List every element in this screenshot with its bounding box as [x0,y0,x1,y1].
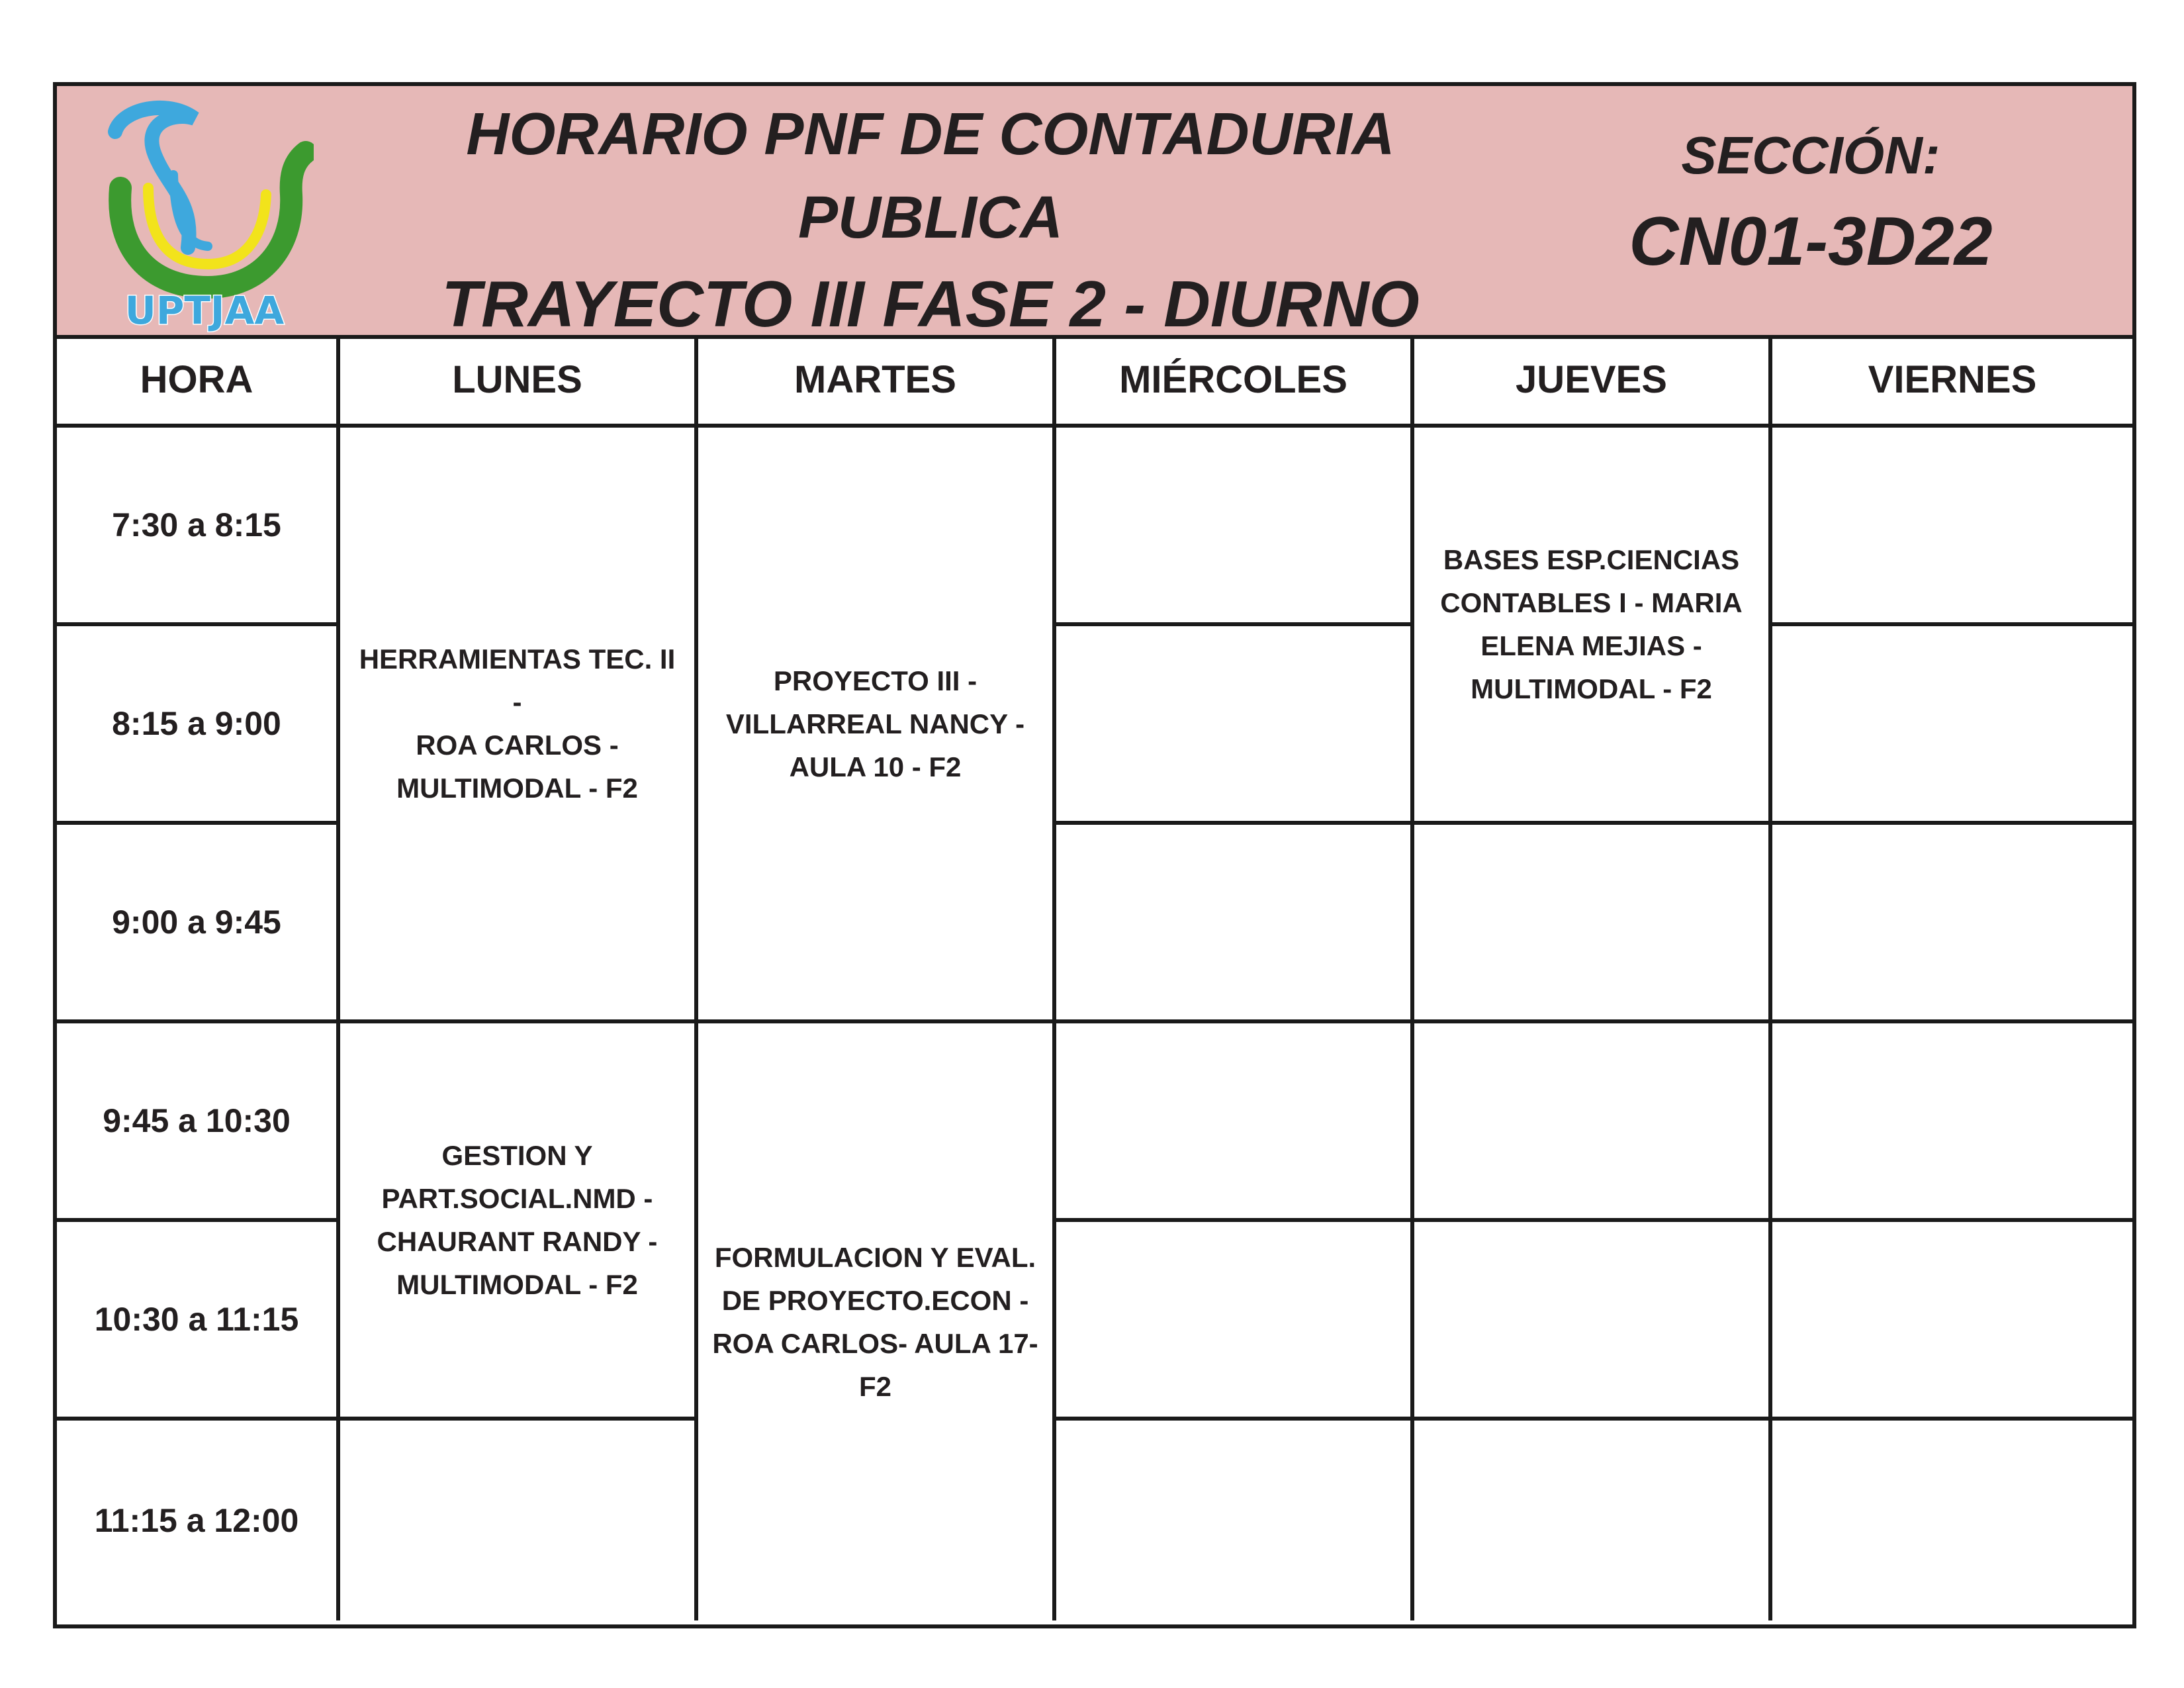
schedule-table [57,335,2132,1624]
time-slot: 10:30 a 11:15 [57,1222,340,1421]
class-block-lunes-1: HERRAMIENTAS TEC. II - ROA CARLOS - MULTIMODAL - F2 [340,428,698,1023]
time-slot: 9:45 a 10:30 [57,1023,340,1222]
empty-cell [1772,626,2132,825]
empty-cell [1414,1023,1772,1222]
class-block-martes-2: FORMULACION Y EVAL. DE PROYECTO.ECON - ROA CARLOS- AULA 17- F2 [698,1023,1056,1620]
empty-cell [1056,428,1414,626]
empty-cell [1772,428,2132,626]
class-block-lunes-2: GESTION Y PART.SOCIAL.NMD - CHAURANT RANDY - MULTIMODAL - F2 [340,1023,698,1421]
empty-cell [1772,1222,2132,1421]
time-slot: 7:30 a 8:15 [57,428,340,626]
class-block-martes-1: PROYECTO III - VILLARREAL NANCY - AULA 10 - F2 [698,428,1056,1023]
class-block-jueves-1: BASES ESP.CIENCIAS CONTABLES I - MARIA ELENA MEJIAS - MULTIMODAL - F2 [1414,428,1772,825]
empty-cell [1056,825,1414,1023]
column-header-hora: HORA [57,335,340,428]
schedule-header [57,86,2132,339]
logo-text: UPTJAA [124,288,285,333]
schedule-title [401,93,1460,348]
empty-cell [1772,1421,2132,1620]
uptjaa-logo [95,95,314,334]
empty-cell [340,1421,698,1620]
schedule-sheet [53,82,2136,1628]
time-slot: 11:15 a 12:00 [57,1421,340,1620]
column-header-miercoles: MIÉRCOLES [1056,335,1414,428]
column-header-lunes: LUNES [340,335,698,428]
time-slot: 9:00 a 9:45 [57,825,340,1023]
section-code: CN01-3D22 [1629,203,1993,280]
empty-cell [1056,626,1414,825]
empty-cell [1414,1222,1772,1421]
empty-cell [1414,1421,1772,1620]
empty-cell [1772,825,2132,1023]
column-header-martes: MARTES [698,335,1056,428]
column-header-viernes: VIERNES [1772,335,2132,428]
empty-cell [1056,1421,1414,1620]
empty-cell [1056,1023,1414,1222]
empty-cell [1772,1023,2132,1222]
title-line-2: PUBLICA [798,185,1063,251]
column-header-jueves: JUEVES [1414,335,1772,428]
title-line-3: TRAYECTO III FASE 2 - DIURNO [441,267,1420,340]
section-label: SECCIÓN: [1681,126,1940,185]
empty-cell [1414,825,1772,1023]
empty-cell [1056,1222,1414,1421]
time-slot: 8:15 a 9:00 [57,626,340,825]
section-info [1572,119,2049,291]
title-line-1: HORARIO PNF DE CONTADURIA [466,101,1395,167]
